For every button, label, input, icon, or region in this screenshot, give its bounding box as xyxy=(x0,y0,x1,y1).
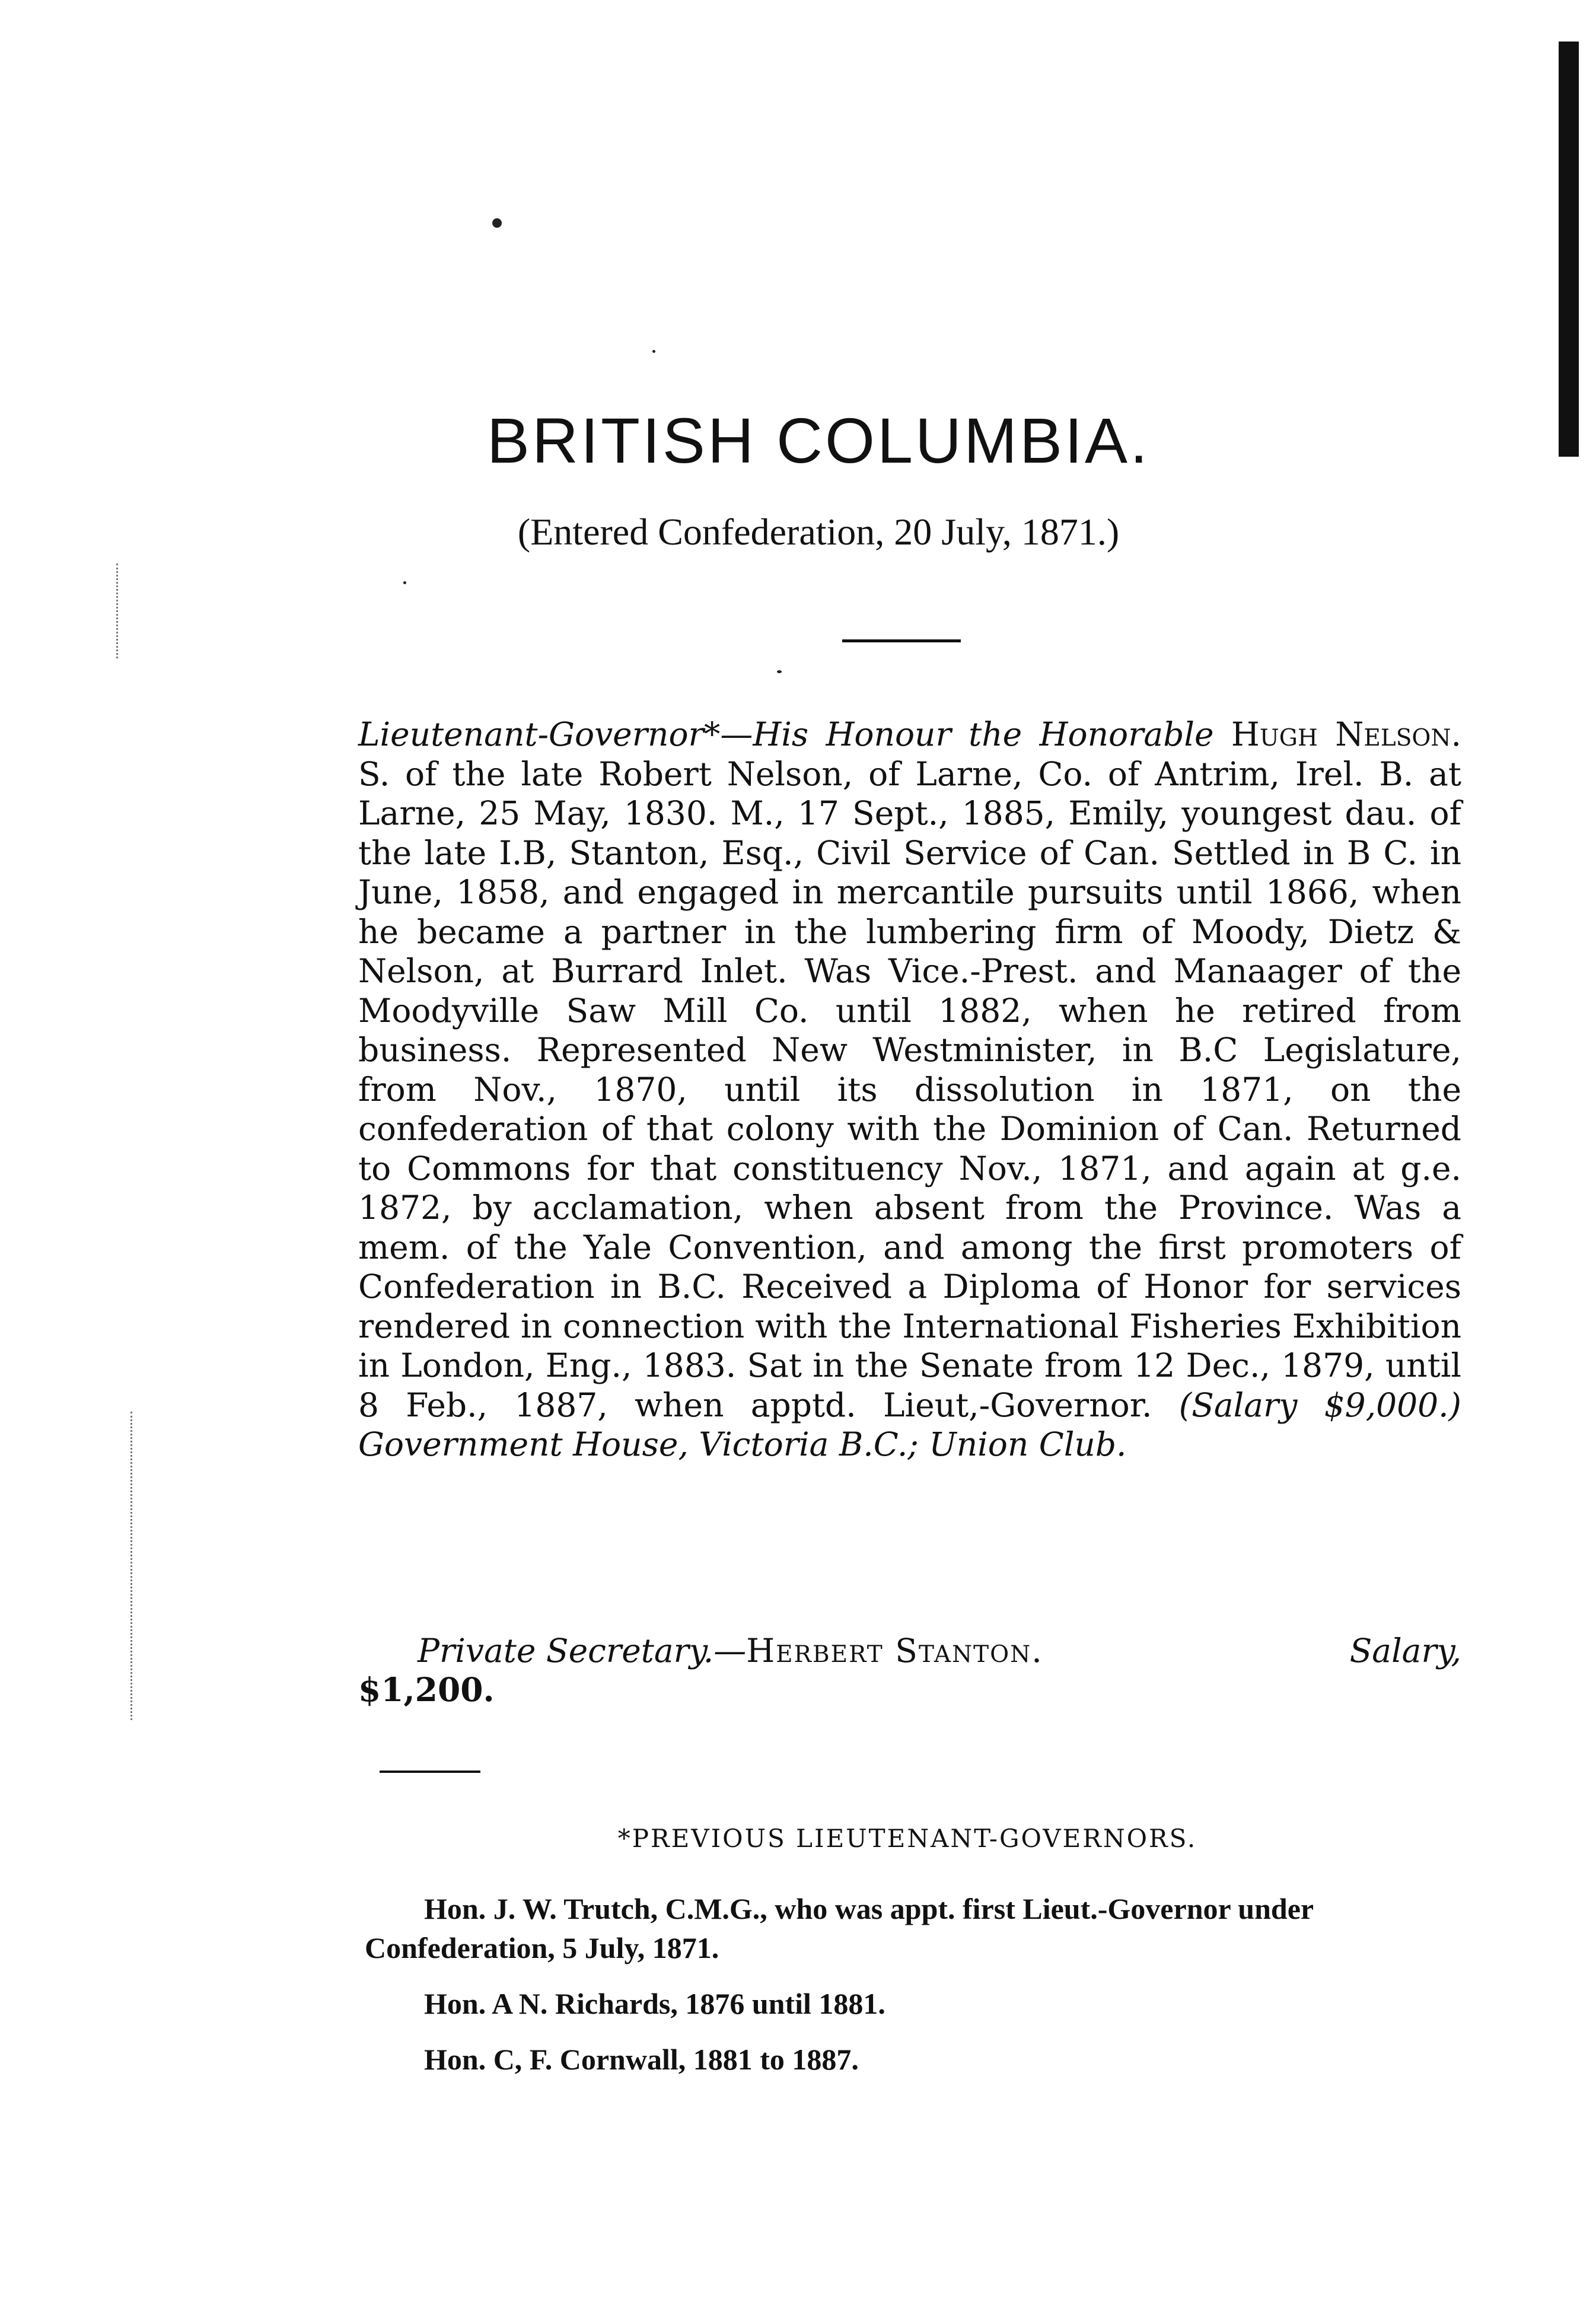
previous-governors-list xyxy=(365,1889,1468,2096)
previous-governors-heading: *PREVIOUS LIEUTENANT-GOVERNORS. xyxy=(617,1824,1197,1853)
governor-addresses: Government House, Victoria B.C.; Union Club. xyxy=(358,1425,1127,1463)
secretary-salary-label: Salary, xyxy=(1349,1632,1461,1670)
office-label: Lieutenant-Governor*—His Honour the Honorable xyxy=(358,715,1214,753)
scan-margin-dots xyxy=(130,1412,134,1720)
secretary-label: Private Secretary.— xyxy=(418,1632,747,1670)
private-secretary-entry xyxy=(358,1631,1461,1709)
governor-biography: S. of the late Robert Nelson, of Larne, Co. of Antrim, Irel. B. at Larne, 25 May, 1830. M., 17 Sept., 1885, Emily, youngest dau. of the late I.B, Stanton, Esq., Civil Service of Can. Settled in B C. in June, 1858, and engaged in mercantile pursuits until 1866, when he became a partner in the lumbering firm of Moody, Dietz & Nelson, at Burrard Inlet. Was Vice.-Prest. and Manaager of the Moodyville Saw Mill Co. until 1882, when he retired from business. Represented New Westminister, in B.C Legislature, from Nov., 1870, until its dissolution in 1871, on the confederation of that colony with the Dominion of Can. Returned to Commons for that constituency Nov., 1871, and again at g.e. 1872, by acclamation, when absent from the Province. Was a mem. of the Yale Convention, and among the first promoters of Confederation in B.C. Received a Diploma of Honor for services rendered in connection with the International Fisheries Exhibition in London, Eng., 1883. Sat in the Senate from 12 Dec., 1879, until 8 Feb., 1887, when apptd. Lieut,-Governor. xyxy=(358,754,1461,1424)
scan-edge-bar xyxy=(1559,42,1579,457)
page-title: BRITISH COLUMBIA. xyxy=(486,405,1151,476)
scan-speck xyxy=(652,350,655,353)
list-item: Hon. A N. Richards, 1876 until 1881. xyxy=(424,1987,885,2020)
scan-speck xyxy=(403,581,406,584)
list-item: Hon. J. W. Trutch, C.M.G., who was appt. first Lieut.-Governor under Confederation, 5 July, 1871. xyxy=(365,1892,1314,1964)
secretary-salary-value: $1,200. xyxy=(358,1670,495,1709)
scan-speck xyxy=(777,670,782,673)
divider-rule xyxy=(842,639,961,642)
scan-margin-dots xyxy=(116,563,120,658)
governor-name: Hugh Nelson. xyxy=(1231,715,1461,753)
page-subtitle: (Entered Confederation, 20 July, 1871.) xyxy=(517,511,1120,553)
secretary-name: Herbert Stanton. xyxy=(746,1632,1043,1670)
list-item: Hon. C, F. Cornwall, 1881 to 1887. xyxy=(424,2043,859,2076)
governor-salary: (Salary $9,000.) xyxy=(1178,1386,1462,1424)
section-divider xyxy=(380,1771,480,1773)
lieutenant-governor-entry xyxy=(358,715,1461,1464)
scan-speck xyxy=(492,218,502,228)
